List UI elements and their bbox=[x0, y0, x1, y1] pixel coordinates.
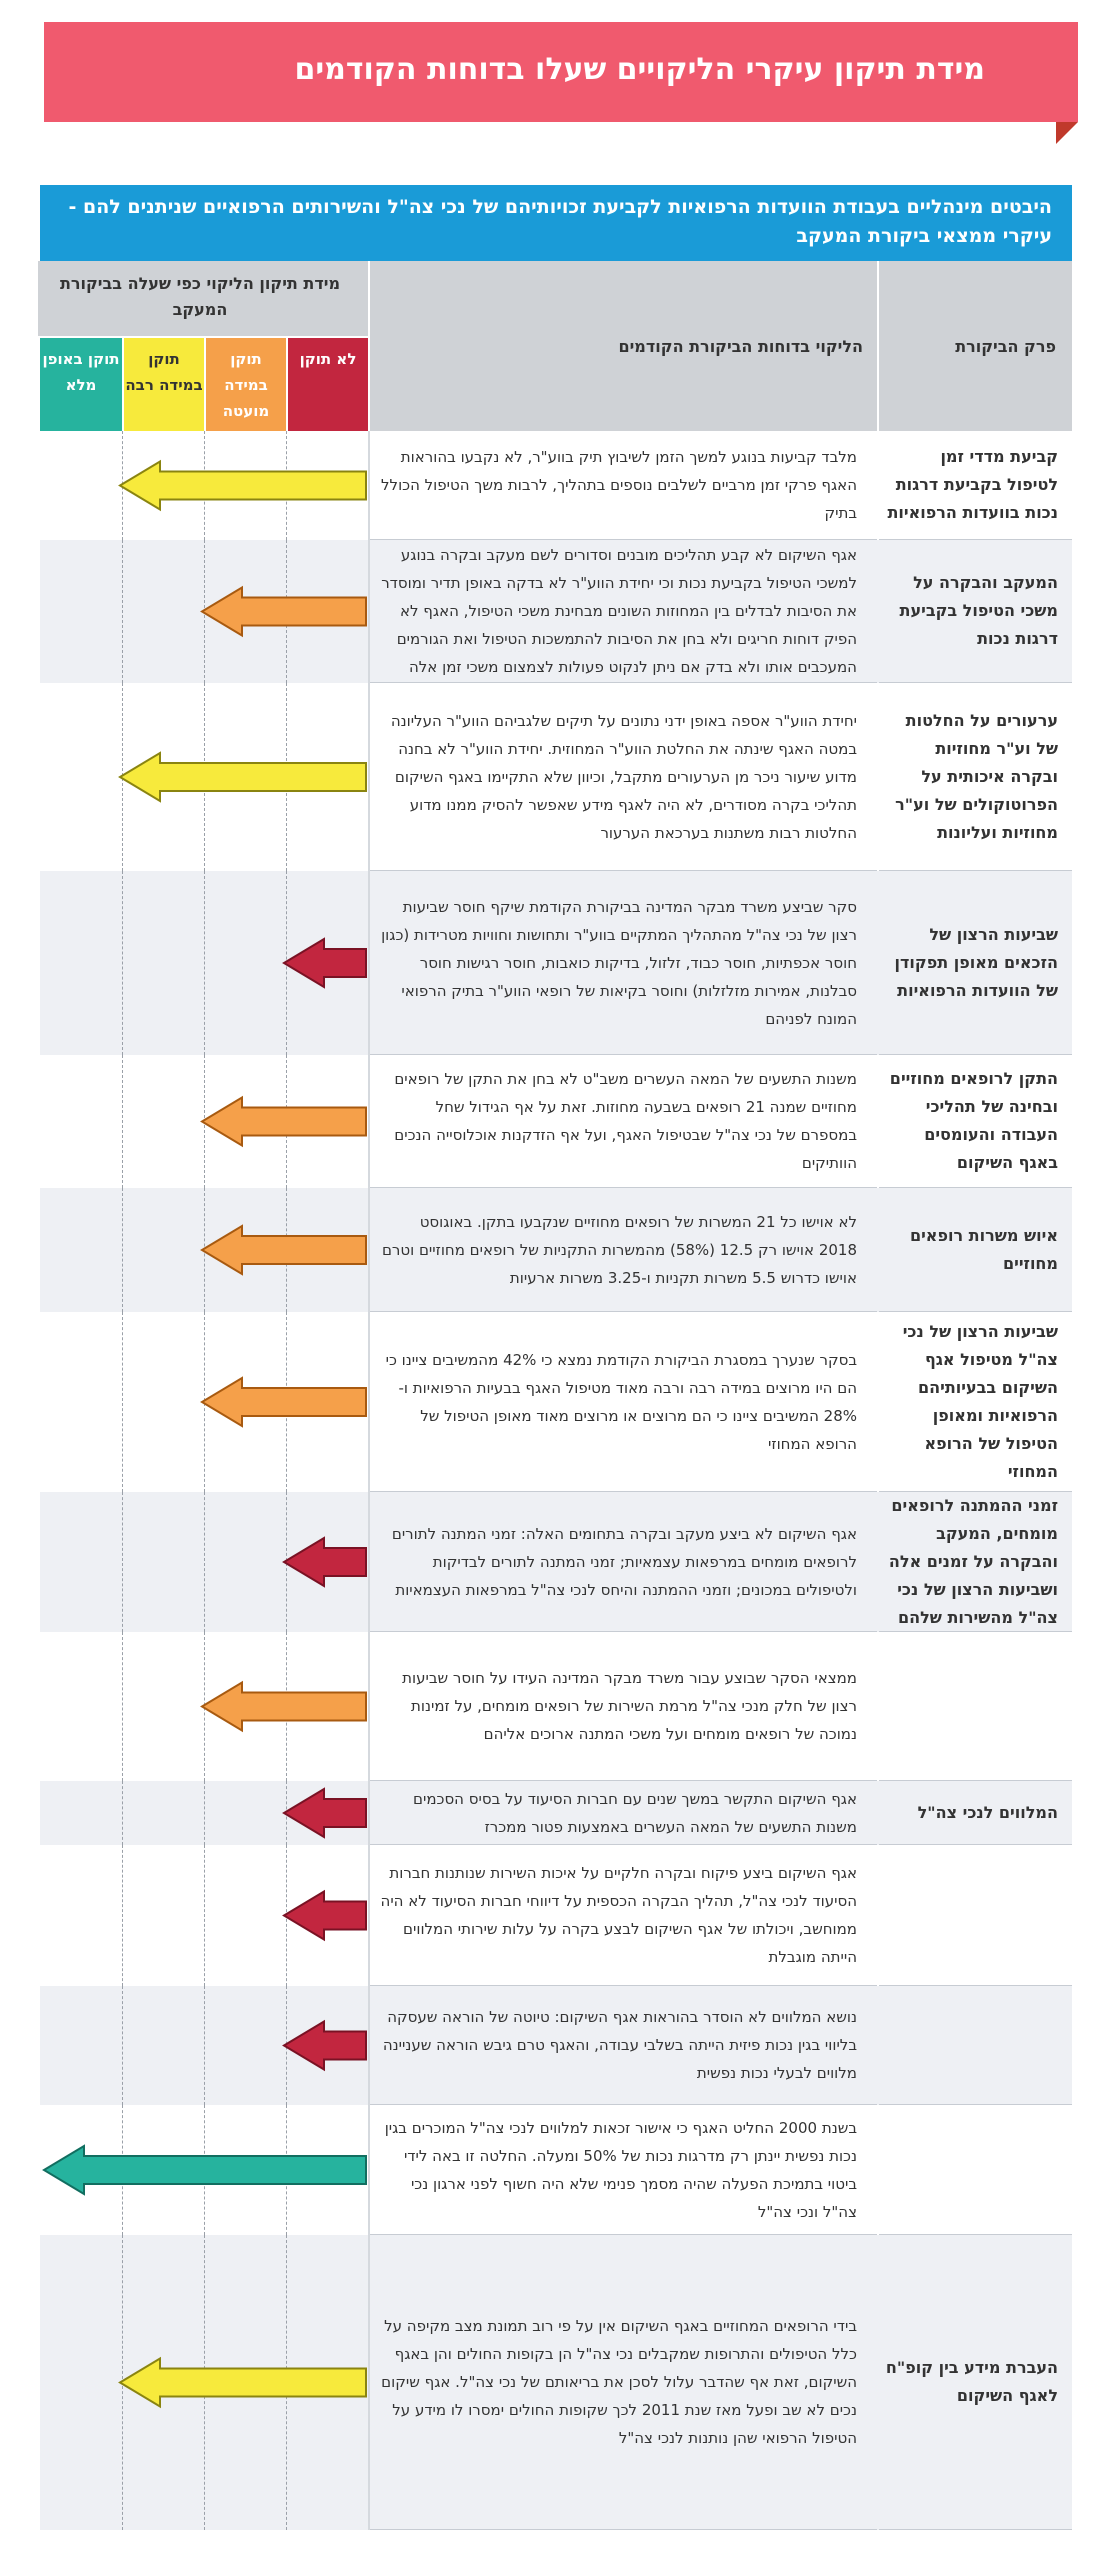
table-row bbox=[40, 2105, 1072, 2235]
row-chapter bbox=[879, 1312, 1072, 1492]
table-row bbox=[40, 1632, 1072, 1781]
row-chapter bbox=[879, 1055, 1072, 1188]
row-finding-text: אגף השיקום התקשר במשך שנים עם חברות הסיעוד על בסיס הסכמים משנות התשעים של המאה העשרים באמצעות פטור ממכרז bbox=[413, 1789, 857, 1836]
row-chapter-text: זמני ההמתנה לרופאים מומחים, המעקב והבקרה על זמנים אלה ושביעות הרצון של נכי צה"ל מהשירות שלהם bbox=[888, 1495, 1058, 1627]
row-chapter-text: התקן לרופאים מחוזיים ובחינה של תהליכי העבודה והעומסים באגף השיקום bbox=[889, 1069, 1058, 1172]
measure-arrow bbox=[40, 1188, 370, 1312]
measure-arrow bbox=[40, 1055, 370, 1188]
row-chapter-text: שביעות הרצון של נכי צה"ל מטיפול אגף השיקום בבעיותיהם הרפואיות ומאופן הטיפול של הרופא המחוזי bbox=[902, 1321, 1058, 1481]
measure-arrow bbox=[40, 1312, 370, 1492]
row-finding bbox=[370, 683, 877, 871]
measure-arrow bbox=[40, 1492, 370, 1632]
table-row bbox=[40, 2235, 1072, 2530]
header-measure: מידת תיקון הליקוי כפי שעלה בביקורת המעקב bbox=[38, 261, 368, 336]
arrow-fixed-little bbox=[202, 1098, 366, 1146]
row-finding-text: ממצאי הסקר שבוצע עבור משרד מבקר המדינה העידו על חוסר שביעות רצון של חלק מנכי צה"ל מרמת השירות של רופאים מומחים, על זמינות נמוכה של רופאים מומחים ועל משכי המתנה ארוכים אליהם bbox=[402, 1669, 857, 1743]
row-finding-text: אגף השיקום לא ביצע מעקב ובקרה בתחומים האלה: זמני המתנה לתורים לרופאים מומחים במרפאות עצמאיות; זמני המתנה לתורים לבדיקות ולטיפולים במכונים; וזמני ההמתנה והיחס לנכי צה"ל במרפאות העצמאיות bbox=[391, 1524, 857, 1599]
arrow-not-fixed bbox=[284, 1789, 366, 1837]
row-chapter bbox=[879, 1781, 1072, 1845]
row-finding bbox=[370, 1055, 877, 1188]
row-finding-text: מלבד קביעות בנוגע למשך הזמן לשיבוץ תיק בווע"ר, לא נקבעו בהוראות האגף פרקי זמן מרביים לשלבים נוספים בתהליך, לרבות משך הטיפול הכולל בתיק bbox=[381, 448, 857, 522]
measure-arrow bbox=[40, 683, 370, 871]
row-chapter-text: המעקב והבקרה על משכי הטיפול בקביעת דרגות נכות bbox=[899, 573, 1058, 648]
table-row bbox=[40, 683, 1072, 871]
row-finding bbox=[370, 2105, 877, 2235]
row-finding-text: לא אוישו כל 21 המשרות של רופאים מחוזיים שנקבעו בתקן. באוגוסט 2018 אוישו רק 12.5 (58%) מהמשרות התקניות של רופאים מחוזיים וטרם אוישו כדרוש 5.5 משרות תקניות ו-3.25 משרות ארעיות bbox=[381, 1212, 857, 1287]
row-finding-text: נושא המלווים לא הוסדר בהוראות אגף השיקום: טיוטה של הוראה שעסקה בליווי בגין נכות פיזית הייתה בשלבי עבודה, והאגף טרם גיבש הוראה שעניינה מלווים לבעלי נכות נפשית bbox=[382, 2008, 857, 2082]
table-row bbox=[40, 1055, 1072, 1188]
row-chapter-text: איוש משרות רופאים מחוזיים bbox=[909, 1225, 1058, 1273]
measure-arrow bbox=[40, 540, 370, 683]
arrow-fixed-much bbox=[120, 2359, 366, 2407]
table-row bbox=[40, 1188, 1072, 1312]
arrow-fixed-little bbox=[202, 588, 366, 636]
row-chapter-text: קביעת מדדי זמן לטיפול בקביעת דרגות נכות בוועדות הרפואיות bbox=[887, 447, 1058, 522]
arrow-not-fixed bbox=[284, 1892, 366, 1940]
row-finding bbox=[370, 1312, 877, 1492]
measure-arrow bbox=[40, 1845, 370, 1986]
row-finding-text: סקר שביצע משרד מבקר המדינה בביקורת הקודמת שיקף חוסר שביעות רצון של נכי צה"ל מהתהליך המתקיים בווע"ר ותחושות וחוויות מטרידות (כגון חוסר אכפתיות, חוסר כבוד, זלזול, בדיקות כואבות, חוסר רגישות חוסר סבלנות, אמירות מזלזלות) וחוסר בקיאות של רופאי הווע"ר בתיק הרפואי המונח לפניהם bbox=[381, 897, 857, 1028]
measure-arrow bbox=[40, 1986, 370, 2105]
row-finding-text: יחידת הווע"ר אספה באופן ידני נתונים על תיקים שלגביהם הווע"ר העליונה במטה האגף שינתה את החלטת הווע"ר המחוזית. יחידת הווע"ר לא בחנה מדוע שיעור ניכר מן הערעורים מתקבל, וכיוון שלא התקיימו באגף השיקום תהליכי בקרה מסודרים, לא היה לאגף מידע שאפשר להסיק ממנו מדוע החלטות רבות משתנות בערכאת הערעור bbox=[390, 711, 857, 842]
measure-arrow bbox=[40, 871, 370, 1055]
row-finding bbox=[370, 1492, 877, 1632]
row-chapter bbox=[879, 1986, 1072, 2105]
arrow-fixed-little bbox=[202, 1378, 366, 1426]
table-row bbox=[40, 1781, 1072, 1845]
row-chapter-text: שביעות הרצון של הזכאים מאופן תפקודן של הוועדות הרפואיות bbox=[894, 924, 1058, 1000]
row-finding bbox=[370, 1781, 877, 1845]
row-finding bbox=[370, 1845, 877, 1986]
row-finding bbox=[370, 1632, 877, 1781]
measure-arrow bbox=[40, 2105, 370, 2235]
row-finding bbox=[370, 1986, 877, 2105]
table-row bbox=[40, 1312, 1072, 1492]
row-finding-text: אגף השיקום ביצע פיקוח ובקרה חלקיים על איכות השירות שנותנות חברות הסיעוד לנכי צה"ל, תהליך הבקרה הכספית על דיווחי חברות הסיעוד לא היה ממוחשב, ויכולתו של אגף השיקום לבצע בקרה על עלות שירותי המלווים הייתה מוגבלת bbox=[380, 1864, 857, 1966]
arrow-not-fixed bbox=[284, 1538, 366, 1586]
table-row bbox=[40, 1986, 1072, 2105]
arrow-fixed-little bbox=[202, 1226, 366, 1274]
row-chapter bbox=[879, 540, 1072, 683]
row-chapter bbox=[879, 1492, 1072, 1632]
banner-tail bbox=[1056, 122, 1078, 144]
row-chapter-text: העברת מידע בין קופ"ח לאגף השיקום bbox=[885, 2358, 1058, 2405]
row-chapter bbox=[879, 683, 1072, 871]
row-finding bbox=[370, 871, 877, 1055]
row-finding-text: בסקר שנערך במסגרת הביקורת הקודמת נמצא כי 42% מהמשיבים ציינו כי הם היו מרוצים במידה רבה ורבה מאוד מטיפול האגף בבעיות הרפואיות ו- 28% המשיבים ציינו כי הם מרוצים או מרוצים מאוד מאופן הטיפול של הרופא המחוזי bbox=[385, 1350, 857, 1453]
row-finding bbox=[370, 431, 877, 540]
level-fixed-much: תוקן במידה רבה bbox=[124, 338, 204, 431]
row-finding-text: בידי הרופאים המחוזיים באגף השיקום אין על פי רוב תמונת מצב מקיפה על כלל הטיפולים והתרופות שמקבלים נכי צה"ל הן בקופות החולים והן באגף השיקום, זאת אף שהדבר עלול לסכן את בריאותם של נכי צה"ל. אגף שיקום נכים לא שב ופעל מאז שנת 2011 לכך שקופות החולים ימסרו לו מידע על הטיפול הרפואי שהן נותנות לנכי צה"ל bbox=[381, 2317, 857, 2447]
arrow-fixed-much bbox=[120, 462, 366, 510]
row-chapter bbox=[879, 1845, 1072, 1986]
row-chapter bbox=[879, 2105, 1072, 2235]
measure-arrow bbox=[40, 1632, 370, 1781]
table-row bbox=[40, 1492, 1072, 1632]
row-chapter-text: המלווים לנכי צה"ל bbox=[917, 1802, 1058, 1822]
row-finding bbox=[370, 1188, 877, 1312]
row-chapter bbox=[879, 871, 1072, 1055]
header-finding: הליקוי בדוחות הביקורת הקודמים bbox=[370, 261, 877, 431]
level-fixed-full: תוקן באופן מלא bbox=[40, 338, 122, 431]
row-chapter-text: ערעורים על החלטות של וע"ר מחוזיות ובקרה איכותית על הפרוטוקולים של וע"ר מחוזיות ועליונות bbox=[895, 710, 1058, 842]
row-chapter bbox=[879, 2235, 1072, 2530]
table-row bbox=[40, 540, 1072, 683]
measure-arrow bbox=[40, 2235, 370, 2530]
findings-table bbox=[40, 185, 1072, 2530]
measure-arrow bbox=[40, 1781, 370, 1845]
level-not-fixed: לא תוקן bbox=[288, 338, 368, 431]
header-chapter: פרק הביקורת bbox=[879, 261, 1072, 431]
row-chapter bbox=[879, 1632, 1072, 1781]
row-chapter bbox=[879, 431, 1072, 540]
arrow-not-fixed bbox=[284, 939, 366, 987]
table-row bbox=[40, 871, 1072, 1055]
row-finding-text: אגף השיקום לא קבע תהליכים מובנים וסדורים לשם מעקב ובקרה בנוגע למשכי הטיפול בקביעת נכות וכי יחידת הווע"ר לא בדקה באופן תדיר ומוסדר את הסיבות לבדלים בין המחוזות השונים מבחינת משכי הטיפול, האגף לא הפיק דוחות חריגים ולא בחן את הסיבות להתמשכות הטיפול ואת הגורמים המעכבים אותו ולא בדק אם ניתן לנקוט פעולות לצמצום משכי זמן אלה bbox=[381, 546, 857, 676]
table-title: היבטים מינהליים בעבודת הוועדות הרפואיות לקביעת זכויותיהם של נכי צה"ל והשירותים הרפואיים שניתנים להם - עיקרי ממצאי ביקורת המעקב bbox=[40, 185, 1072, 261]
row-finding-text: בשנת 2000 החליט האגף כי אישור זכאות למלווים לנכי צה"ל המוכרים בגין נכות נפשית יינתן רק מדרגות נכות של 50% ומעלה. החלטה זו באה לידי ביטוי בתמיכת הפעלה שהיה מסמך פנימי שלא היה חשוף לפני ארגון נכי צה"ל ונכי צה"ל bbox=[384, 2118, 857, 2221]
row-finding-text: משנות התשעים של המאה העשרים משב"ט לא בחן את התקן של רופאים מחוזיים שמנה 21 רופאים בשבעה מחוזות. זאת על אף הגידול שחל במספרם של נכי צה"ל שבטיפול האגף, ועל אף הזדקנות אוכלוסייה הנכים הוותיקים bbox=[394, 1070, 857, 1172]
arrow-fixed-much bbox=[120, 753, 366, 801]
arrow-fixed-full bbox=[44, 2146, 366, 2194]
row-finding bbox=[370, 2235, 877, 2530]
table-row bbox=[40, 431, 1072, 540]
row-finding bbox=[370, 540, 877, 683]
arrow-fixed-little bbox=[202, 1683, 366, 1731]
arrow-not-fixed bbox=[284, 2022, 366, 2070]
level-fixed-little: תוקן במידה מועטה bbox=[206, 338, 286, 431]
measure-arrow bbox=[40, 431, 370, 540]
row-chapter bbox=[879, 1188, 1072, 1312]
table-row bbox=[40, 1845, 1072, 1986]
page-title: מידת תיקון עיקרי הליקויים שעלו בדוחות הקודמים bbox=[294, 52, 985, 87]
